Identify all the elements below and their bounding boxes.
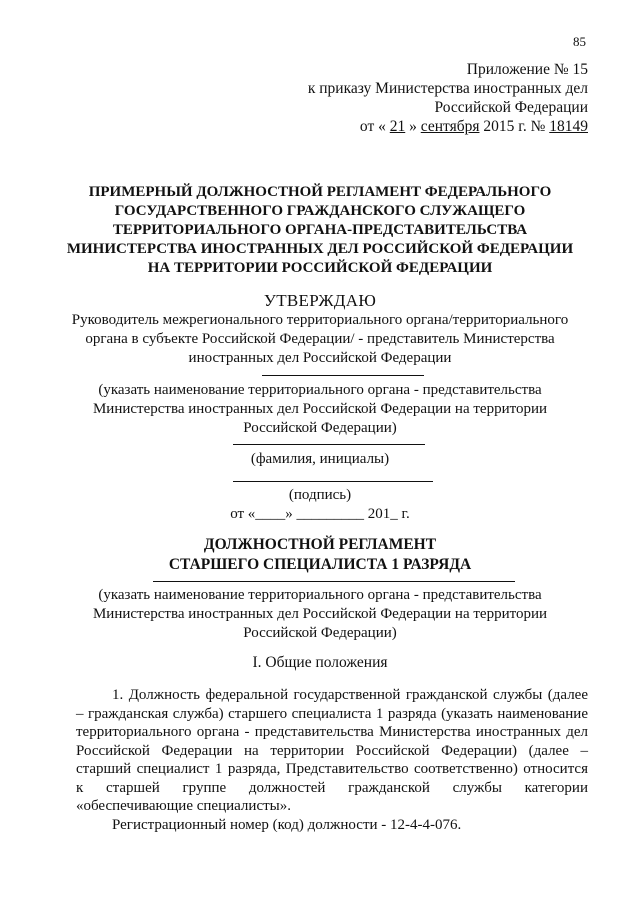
appendix-line-3: Российской Федерации: [434, 99, 588, 116]
date-year: 2015 г. №: [479, 118, 550, 135]
appendix-date-line: [308, 117, 588, 136]
section-title: I. Общие положения: [252, 654, 388, 671]
hint1-line-2: Министерства иностранных дел Российской Федерации на территории: [92, 401, 548, 417]
hint2-line-1: (указать наименование территориального органа - представительства: [98, 587, 542, 603]
paragraph-1: 1. Должность федеральной государственной гражданской службы (далее – гражданская служба) старшего специалиста 1 разряда (указать наименование территориального органа - представительства Министерства иностранных дел Российской Федерации на территории Российской Федерации) (далее – старший специалист 1 разряда, Представительство соответственно) относится к старшей группе должностей гражданской службы категории «обеспечивающие специалисты».: [76, 687, 588, 814]
paragraph-2: Регистрационный номер (код) должности - 12-4-4-076.: [112, 816, 462, 833]
hint2-line-2: Министерства иностранных дел Российской Федерации на территории: [92, 606, 548, 622]
org-name-hint-2: [60, 586, 580, 643]
reg-title-line-1: ДОЛЖНОСТНОЙ РЕГЛАМЕНТ: [203, 536, 437, 553]
document-title: [60, 183, 580, 278]
hint2-line-3: Российской Федерации): [243, 625, 397, 641]
appendix-line-2: к приказу Министерства иностранных дел: [307, 80, 588, 97]
body-text: [76, 686, 588, 834]
page-number: 85: [573, 34, 586, 49]
order-number: 18149: [549, 118, 588, 135]
hint1-line-1: (указать наименование территориального органа - представительства: [98, 382, 542, 398]
regulation-title: [60, 535, 580, 575]
approval-date-line: от «____» _________ 201_ г.: [230, 506, 410, 522]
order-month: сентября: [420, 118, 480, 135]
date-prefix: от «: [359, 118, 390, 135]
signature-hint: (подпись): [288, 487, 352, 503]
title-line-4: МИНИСТЕРСТВА ИНОСТРАННЫХ ДЕЛ РОССИЙСКОЙ ФЕДЕРАЦИИ: [66, 241, 574, 257]
date-mid: »: [405, 118, 421, 135]
approve-line-2: органа в субъекте Российской Федерации/ - представитель Министерства: [85, 331, 555, 347]
name-line: [233, 444, 425, 445]
reg-title-line-2: СТАРШЕГО СПЕЦИАЛИСТА 1 РАЗРЯДА: [168, 556, 472, 573]
approval-block: [70, 291, 570, 368]
title-line-2: ГОСУДАРСТВЕННОГО ГРАЖДАНСКОГО СЛУЖАЩЕГО: [114, 203, 526, 219]
order-day: 21: [389, 118, 406, 135]
appendix-header: [308, 60, 588, 136]
appendix-line-1: Приложение № 15: [466, 61, 588, 78]
org-name-line: [262, 375, 424, 376]
org-name-line-2: [153, 581, 515, 582]
title-line-3: ТЕРРИТОРИАЛЬНОГО ОРГАНА-ПРЕДСТАВИТЕЛЬСТВА: [112, 222, 528, 238]
org-name-hint: [60, 381, 580, 438]
hint1-line-3: Российской Федерации): [243, 420, 397, 436]
title-line-1: ПРИМЕРНЫЙ ДОЛЖНОСТНОЙ РЕГЛАМЕНТ ФЕДЕРАЛЬНОГО: [88, 184, 552, 200]
approve-line-1: Руководитель межрегионального территориального органа/территориального: [71, 312, 569, 328]
signature-line: [233, 481, 433, 482]
approve-line-3: иностранных дел Российской Федерации: [188, 350, 452, 366]
approve-heading: УТВЕРЖДАЮ: [263, 291, 377, 310]
title-line-5: НА ТЕРРИТОРИИ РОССИЙСКОЙ ФЕДЕРАЦИИ: [147, 260, 493, 276]
name-hint: (фамилия, инициалы): [250, 451, 390, 467]
